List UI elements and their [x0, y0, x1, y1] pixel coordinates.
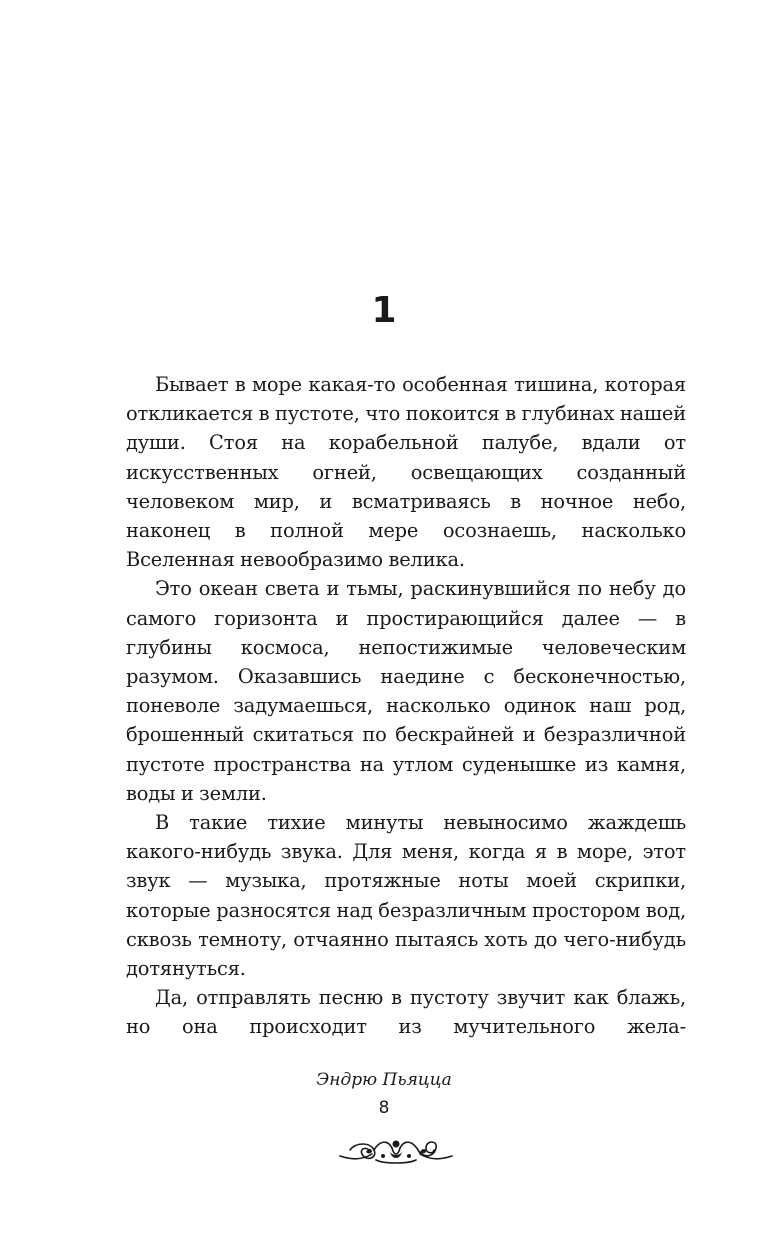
- flourish-ornament-icon: [336, 1130, 456, 1170]
- page-number: 8: [378, 1098, 390, 1118]
- paragraph: Это океан света и тьмы, раскинувшийся по небу до самого горизонта и простирающийся далее — в глубины космоса, непостижимые человеческим разумом. Оказавшись наедине с бесконечностью, поневоле задумаешься, насколько одинок наш род, брошенный скитаться по бескрайней и безразличной пустоте пространства на утлом суденышке из камня, воды и земли.: [126, 577, 686, 805]
- chapter-text: [126, 370, 686, 1042]
- paragraph: Да, отправлять песню в пустоту звучит как блажь, но она происходит из мучительного жела-: [126, 986, 686, 1039]
- running-footer-author: Эндрю Пьяцца: [316, 1070, 452, 1090]
- paragraph: В такие тихие минуты невыносимо жаждешь какого-нибудь звука. Для меня, когда я в море, этот звук — музыка, протяжные ноты моей скрипки, которые разносятся над безразличным простором вод, сквозь темноту, отчаянно пытаясь хоть до чего-нибудь дотянуться.: [126, 811, 686, 981]
- paragraph: Бывает в море какая-то особенная тишина, которая откликается в пустоте, что покоится в глубинах нашей души. Стоя на корабельной палубе, вдали от искусственных огней, освещающих созданный человеком мир, и всматриваясь в ночное небо, наконец в полной мере осознаешь, насколько Вселенная невообразимо велика.: [126, 373, 686, 572]
- chapter-number: 1: [371, 290, 397, 331]
